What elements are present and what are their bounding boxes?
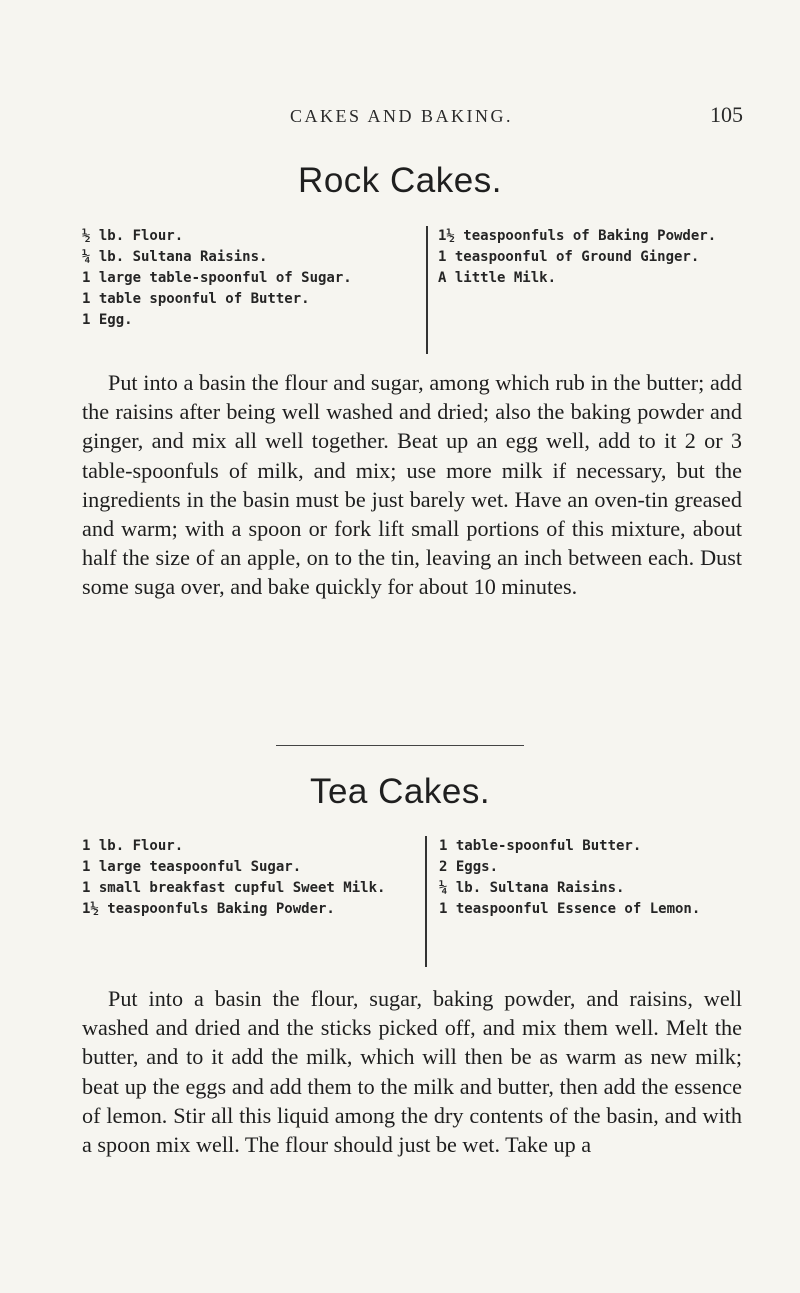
- ingredient-item: 1½ teaspoonfuls Baking Powder.: [82, 901, 335, 917]
- ingredient-item: 1½ teaspoonfuls of Baking Powder.: [438, 228, 717, 244]
- ingredient-item: 1 large teaspoonful Sugar.: [82, 859, 302, 875]
- ingredients-left-column: [82, 226, 412, 331]
- tea-cakes-method: Put into a basin the flour, sugar, baking powder, and raisins, well washed and dried and the sticks picked off, and mix them well. Melt the butter, and to it add the milk, which will then be as warm as new milk; beat up the eggs and add them to the milk and butter, then add the essence of lemon. Stir all this liquid among the dry contents of the basin, and with a spoon mix well. The flour should just be wet. Take up a: [82, 986, 742, 1158]
- ingredient-item: 1 table spoonful of Butter.: [82, 291, 310, 307]
- ingredient-item: 1 teaspoonful of Ground Ginger.: [438, 249, 700, 265]
- ingredient-item: 1 Egg.: [82, 312, 133, 328]
- column-divider: [426, 226, 428, 354]
- ingredient-item: ½ lb. Flour.: [82, 228, 184, 244]
- section-divider-rule: [276, 745, 524, 746]
- running-title: CAKES AND BAKING.: [290, 106, 514, 126]
- ingredient-item: ¼ lb. Sultana Raisins.: [82, 249, 268, 265]
- ingredients-left-column: [82, 836, 402, 920]
- ingredients-right-column: [439, 836, 769, 920]
- rock-cakes-ingredients: [82, 226, 742, 356]
- ingredient-item: 1 table-spoonful Butter.: [439, 838, 642, 854]
- tea-cakes-title: Tea Cakes.: [309, 772, 491, 811]
- page-number: 105: [710, 102, 743, 127]
- ingredient-item: 2 Eggs.: [439, 859, 499, 875]
- ingredients-right-column: [438, 226, 738, 289]
- running-head: [0, 102, 800, 136]
- ingredient-item: 1 small breakfast cupful Sweet Milk.: [82, 880, 386, 896]
- ingredient-item: A little Milk.: [438, 270, 557, 286]
- column-divider: [425, 836, 427, 967]
- ingredient-item: 1 large table-spoonful of Sugar.: [82, 270, 352, 286]
- ingredient-item: 1 lb. Flour.: [82, 838, 184, 854]
- tea-cakes-ingredients: [82, 836, 772, 971]
- ingredient-item: 1 teaspoonful Essence of Lemon.: [439, 901, 701, 917]
- rock-cakes-title: Rock Cakes.: [298, 161, 502, 200]
- rock-cakes-method: Put into a basin the flour and sugar, among which rub in the butter; add the raisins after being well washed and dried; also the baking powder and ginger, and mix all well together. Beat up an egg well, add to it 2 or 3 table-spoonfuls of milk, and mix; use more milk if necessary, but the ingredients in the basin must be just barely wet. Have an oven-tin greased and warm; with a spoon or fork lift small portions of this mixture, about half the size of an apple, on to the tin, leaving an inch between each. Dust some suga over, and bake quickly for about 10 minutes.: [82, 370, 742, 600]
- ingredient-item: ¼ lb. Sultana Raisins.: [439, 880, 625, 896]
